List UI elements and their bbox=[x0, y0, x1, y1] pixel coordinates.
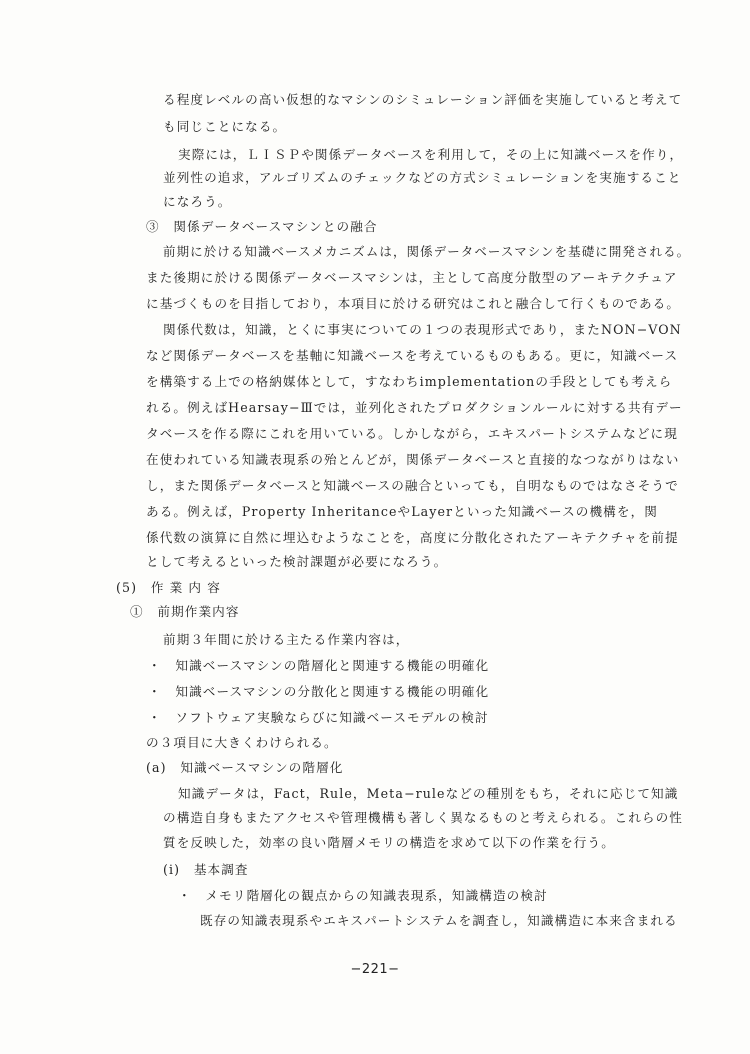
text-line: 前期３年間に於ける主たる作業内容は， bbox=[163, 632, 410, 647]
subsection-heading: (a) 知識ベースマシンの階層化 bbox=[146, 760, 344, 775]
text-line: る程度レベルの高い仮想的なマシンのシミュレーション評価を実施していると考えて bbox=[163, 92, 683, 107]
text-line: の構造自身もまたアクセスや管理機構も著しく異なるものと考えられる。これらの性 bbox=[163, 810, 683, 825]
text-line: タベースを作る際にこれを用いている。しかしながら，エキスパートシステムなどに現 bbox=[146, 426, 678, 441]
text-line: 質を反映した，効率の良い階層メモリの構造を求めて以下の作業を行う。 bbox=[163, 835, 615, 850]
text-line: 並列性の追求，アルゴリズムのチェックなどの方式シミュレーションを実施すること bbox=[163, 170, 682, 185]
subsection-heading: ① 前期作業内容 bbox=[130, 604, 240, 619]
subsection-heading: (i) 基本調査 bbox=[163, 862, 249, 877]
text-line: 在使われている知識表現系の殆とんどが，関係データベースと直接的なつながりはない bbox=[146, 452, 680, 467]
text-line: 実際には，ＬＩＳＰや関係データベースを利用して，その上に知識ベースを作り， bbox=[178, 147, 684, 162]
text-line: また後期に於ける関係データベースマシンは，主として高度分散型のアーキテクチュア bbox=[146, 270, 678, 285]
text-line: など関係データベースを基軸に知識ベースを考えているものもある。更に，知識ベース bbox=[146, 348, 679, 363]
text-line: し，また関係データベースと知識ベースの融合といっても，自明なものではなさそうで bbox=[146, 478, 679, 493]
text-line: も同じことになる。 bbox=[163, 119, 287, 134]
text-line: を構築する上での格納媒体として，すなわちimplementationの手段としても考えら bbox=[146, 374, 673, 389]
text-line: れる。例えばHearsay−Ⅲでは，並列化されたプロダクションルールに対する共有デー bbox=[146, 400, 683, 415]
bullet-item: ・ メモリ階層化の観点からの知識表現系，知識構造の検討 bbox=[178, 888, 548, 903]
text-line: 既存の知識表現系やエキスパートシステムを調査し，知識構造に本来含まれる bbox=[200, 913, 678, 928]
text-line: 前期に於ける知識ベースメカニズムは，関係データベースマシンを基礎に開発される。 bbox=[163, 244, 691, 259]
section-heading: (5) 作 業 内 容 bbox=[116, 580, 221, 595]
text-line: に基づくものを目指しており，本項目に於ける研究はこれと融合して行くものである。 bbox=[146, 296, 681, 311]
text-line: 関係代数は，知識，とくに事実についての１つの表現形式であり，またNON−VON bbox=[163, 322, 682, 337]
text-line: 知識データは，Fact，Rule，Meta−ruleなどの種別をもち，それに応じて知識 bbox=[178, 786, 679, 801]
text-line: の３項目に大きくわけられる。 bbox=[146, 735, 338, 750]
bullet-item: ・ ソフトウェア実験ならびに知識ベースモデルの検討 bbox=[148, 710, 489, 725]
page-number: −221− bbox=[350, 962, 400, 977]
text-line: ある。例えば，Property InheritanceやLayerといった知識ベースの機構を，関 bbox=[146, 504, 658, 519]
text-line: になろう。 bbox=[163, 194, 232, 209]
bullet-item: ・ 知識ベースマシンの分散化と関連する機能の明確化 bbox=[148, 684, 490, 699]
text-line: 係代数の演算に自然に埋込むようなことを，高度に分散化されたアーキテクチャを前提 bbox=[146, 530, 679, 545]
text-line: として考えるといった検討課題が必要になろう。 bbox=[146, 554, 448, 569]
section-heading: ③ 関係データベースマシンとの融合 bbox=[146, 219, 378, 234]
bullet-item: ・ 知識ベースマシンの階層化と関連する機能の明確化 bbox=[148, 658, 490, 673]
